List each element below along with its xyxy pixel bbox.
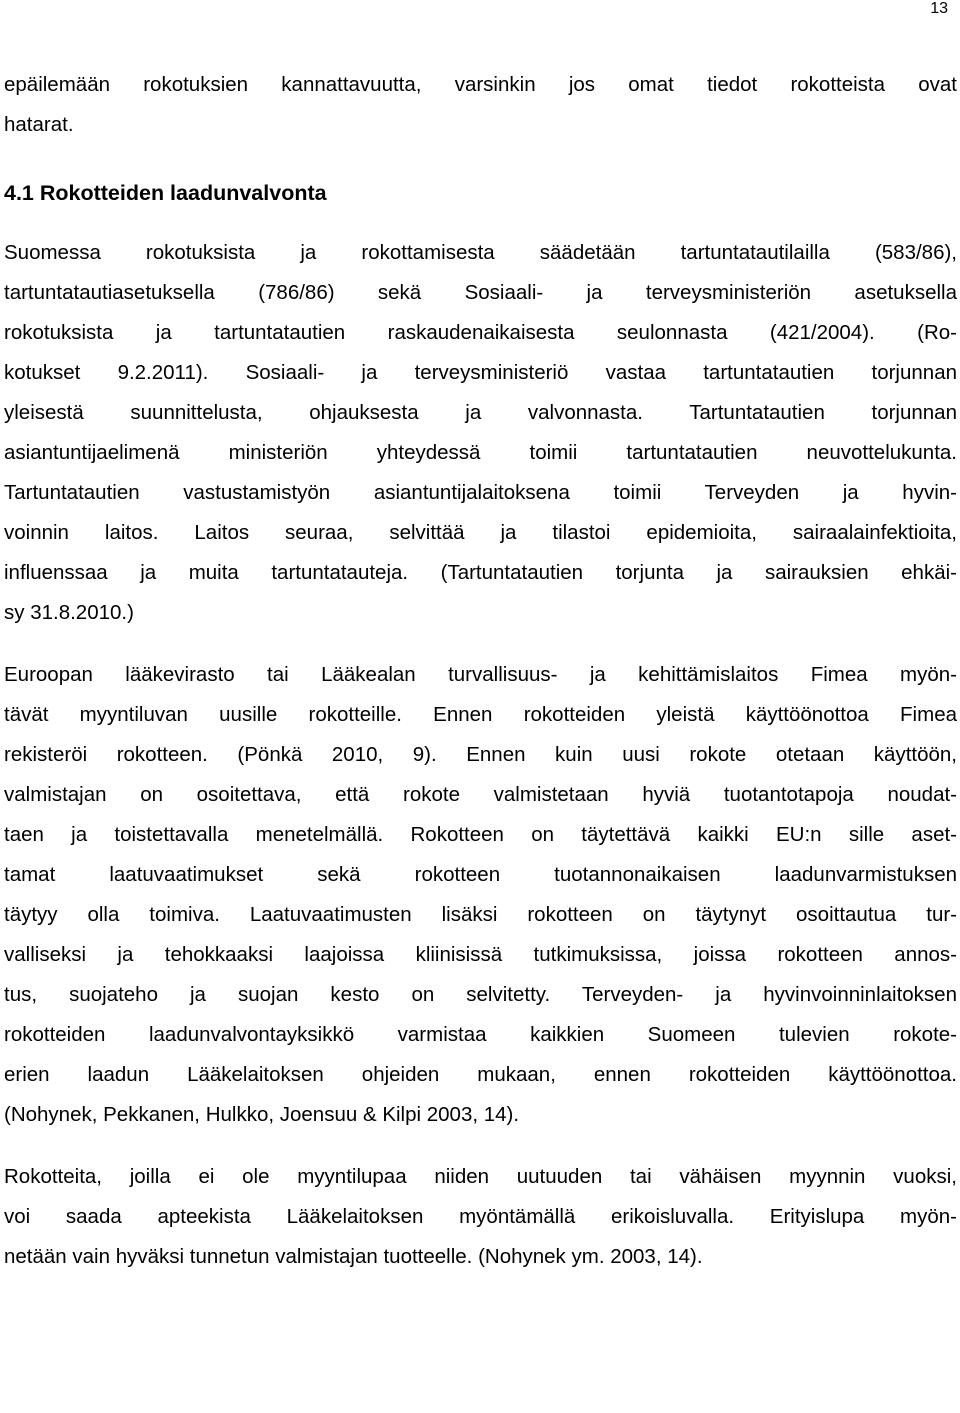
text-line: taen ja toistettavalla menetelmällä. Rokotteen on täytettävä kaikki EU:n sille aset-: [4, 823, 957, 846]
text-line: netään vain hyväksi tunnetun valmistajan tuotteelle. (Nohynek ym. 2003, 14).: [4, 1245, 703, 1268]
text-line: valliseksi ja tehokkaaksi laajoissa kliinisissä tutkimuksissa, joissa rokotteen annos-: [4, 943, 957, 966]
text-line: kotukset 9.2.2011). Sosiaali- ja terveysministeriö vastaa tartuntatautien torjunnan: [4, 361, 957, 384]
text-line: rokotteiden laadunvalvontayksikkö varmistaa kaikkien Suomeen tulevien rokote-: [4, 1023, 957, 1046]
paragraph-special-permit: [4, 1157, 957, 1277]
text-line: tartuntatautiasetuksella (786/86) sekä Sosiaali- ja terveysministeriön asetuksella: [4, 281, 957, 304]
section-heading: 4.1 Rokotteiden laadunvalvonta: [4, 181, 327, 205]
text-line: asiantuntijaelimenä ministeriön yhteydessä toimii tartuntatautien neuvottelukunta.: [4, 441, 957, 464]
text-line: Rokotteita, joilla ei ole myyntilupaa niiden uutuuden tai vähäisen myynnin vuoksi,: [4, 1165, 957, 1188]
text-line: Euroopan lääkevirasto tai Lääkealan turvallisuus- ja kehittämislaitos Fimea myön-: [4, 663, 957, 686]
document-body: [4, 65, 957, 1277]
text-line: tamat laatuvaatimukset sekä rokotteen tuotannonaikaisen laadunvarmistuksen: [4, 863, 957, 886]
text-line: tävät myyntiluvan uusille rokotteille. Ennen rokotteiden yleistä käyttöönottoa Fimea: [4, 703, 957, 726]
paragraph-legislation: [4, 233, 957, 633]
text-line: influenssaa ja muita tartuntatauteja. (Tartuntatautien torjunta ja sairauksien ehkäi-: [4, 561, 957, 584]
text-line: (Nohynek, Pekkanen, Hulkko, Joensuu & Kilpi 2003, 14).: [4, 1103, 520, 1126]
text-line: hatarat.: [4, 113, 74, 136]
text-line: erien laadun Lääkelaitoksen ohjeiden mukaan, ennen rokotteiden käyttöönottoa.: [4, 1063, 957, 1086]
text-line: voinnin laitos. Laitos seuraa, selvittää ja tilastoi epidemioita, sairaalainfektioita,: [4, 521, 957, 544]
text-line: Suomessa rokotuksista ja rokottamisesta säädetään tartuntatautilailla (583/86),: [4, 241, 957, 264]
paragraph-marketing-authorisation: [4, 655, 957, 1135]
paragraph-intro: [4, 65, 957, 145]
text-line: tus, suojateho ja suojan kesto on selvitetty. Terveyden- ja hyvinvoinninlaitoksen: [4, 983, 957, 1006]
text-line: Tartuntatautien vastustamistyön asiantuntijalaitoksena toimii Terveyden ja hyvin-: [4, 481, 957, 504]
text-line: rokotuksista ja tartuntatautien raskaudenaikaisesta seulonnasta (421/2004). (Ro-: [4, 321, 957, 344]
text-line: rekisteröi rokotteen. (Pönkä 2010, 9). Ennen kuin uusi rokote otetaan käyttöön,: [4, 743, 957, 766]
text-line: voi saada apteekista Lääkelaitoksen myöntämällä erikoisluvalla. Erityislupa myön-: [4, 1205, 957, 1228]
page-number: 13: [930, 0, 948, 17]
text-line: yleisestä suunnittelusta, ohjauksesta ja valvonnasta. Tartuntatautien torjunnan: [4, 401, 957, 424]
text-line: sy 31.8.2010.): [4, 601, 134, 624]
text-line: epäilemään rokotuksien kannattavuutta, varsinkin jos omat tiedot rokotteista ovat: [4, 73, 957, 96]
text-line: valmistajan on osoitettava, että rokote valmistetaan hyviä tuotantotapoja noudat-: [4, 783, 957, 806]
text-line: täytyy olla toimiva. Laatuvaatimusten lisäksi rokotteen on täytynyt osoittautua tur-: [4, 903, 957, 926]
